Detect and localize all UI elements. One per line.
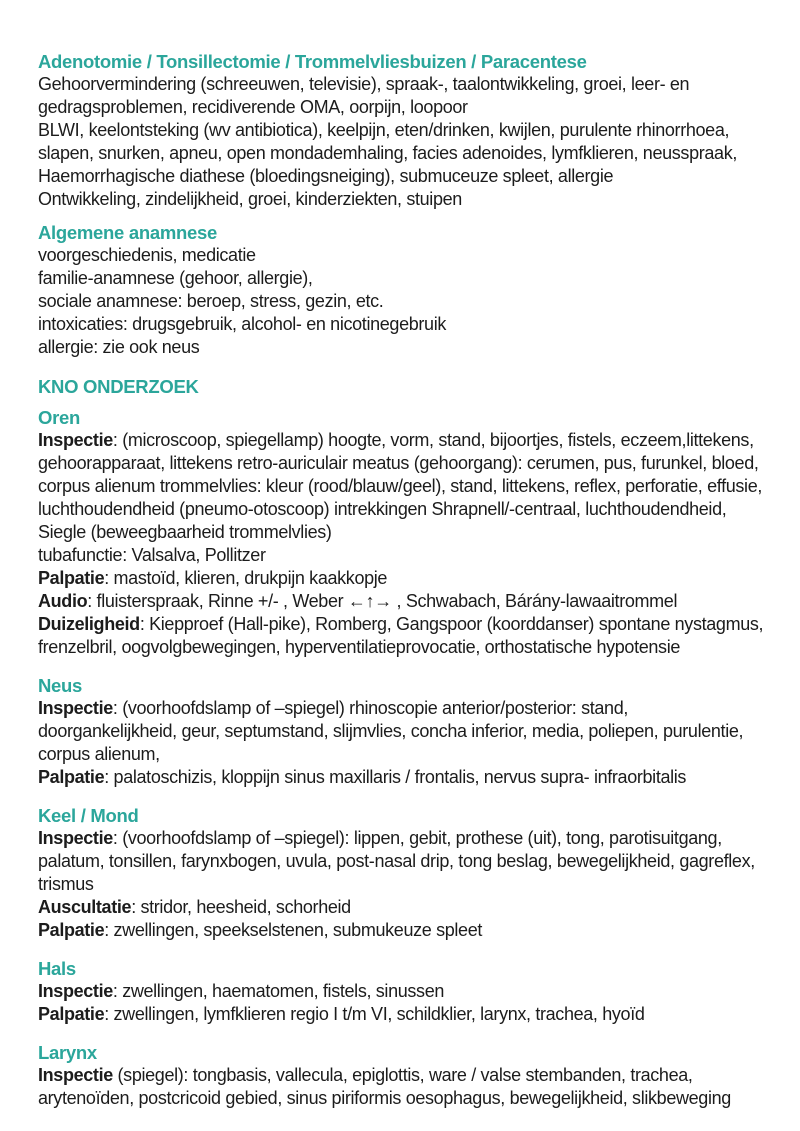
paragraph xyxy=(38,766,766,789)
paragraph xyxy=(38,590,766,613)
paragraph xyxy=(38,567,766,590)
text-run: familie-anamnese (gehoor, allergie), xyxy=(38,268,313,288)
bold-label: Inspectie xyxy=(38,981,113,1001)
paragraph xyxy=(38,980,766,1003)
bold-label: Palpatie xyxy=(38,920,105,940)
text-run: : (voorhoofdslamp of –spiegel) rhinoscopie anterior/posterior: stand, doorgankelijkheid, geur, septumstand, slijmvlies, concha inferior, media, poliepen, purulentie, corpus alienum, xyxy=(38,698,744,764)
paragraph xyxy=(38,544,766,567)
document-content xyxy=(38,50,766,1110)
section-heading-kno-onderzoek: KNO ONDERZOEK xyxy=(38,376,199,397)
paragraph xyxy=(38,267,766,290)
text-run: : zwellingen, speekselstenen, submukeuze spleet xyxy=(104,920,483,940)
paragraph xyxy=(38,1003,766,1026)
text-run: tubafunctie: Valsalva, Pollitzer xyxy=(38,545,266,565)
section-heading-keel-mond: Keel / Mond xyxy=(38,805,139,826)
text-run: : stridor, heesheid, schorheid xyxy=(131,897,351,917)
section-heading-adenotomie: Adenotomie / Tonsillectomie / Trommelvliesbuizen / Paracentese xyxy=(38,51,587,72)
paragraph xyxy=(38,313,766,336)
paragraph xyxy=(38,827,766,896)
bold-label: Inspectie xyxy=(38,1065,113,1085)
text-run: : fluisterspraak, Rinne +/- , Weber ←↑→ , Schwabach, Bárány-lawaaitrommel xyxy=(87,591,678,611)
section-heading-larynx: Larynx xyxy=(38,1042,97,1063)
section-heading-neus: Neus xyxy=(38,675,83,696)
section-kno-onderzoek xyxy=(38,375,766,398)
paragraph xyxy=(38,73,766,119)
paragraph xyxy=(38,290,766,313)
paragraph xyxy=(38,188,766,211)
paragraph xyxy=(38,697,766,766)
paragraph xyxy=(38,613,766,659)
section-heading-hals: Hals xyxy=(38,958,76,979)
text-run: : Kiepproef (Hall-pike), Romberg, Gangspoor (koorddanser) spontane nystagmus, frenzelbril, oogvolgbewegingen, hyperventilatieprovocatie, orthostatische hypotensie xyxy=(38,614,764,657)
bold-label: Palpatie xyxy=(38,767,105,787)
bold-label: Inspectie xyxy=(38,430,113,450)
section-neus xyxy=(38,674,766,789)
bold-label: Palpatie xyxy=(38,1004,105,1024)
text-run: intoxicaties: drugsgebruik, alcohol- en nicotinegebruik xyxy=(38,314,446,334)
text-run: BLWI, keelontsteking (wv antibiotica), keelpijn, eten/drinken, kwijlen, purulente rhinorrhoea, slapen, snurken, apneu, open mondademhaling, facies adenoides, lymfklieren, neusspraak, Haemorrhagische diathese (bloedingsneiging), submuceuze spleet, allergie xyxy=(38,120,738,186)
bold-label: Audio xyxy=(38,591,88,611)
section-larynx xyxy=(38,1041,766,1110)
text-run: voorgeschiedenis, medicatie xyxy=(38,245,256,265)
paragraph xyxy=(38,1064,766,1110)
text-run: : zwellingen, lymfklieren regio I t/m VI, schildklier, larynx, trachea, hyoïd xyxy=(104,1004,645,1024)
paragraph xyxy=(38,919,766,942)
section-adenotomie xyxy=(38,50,766,211)
text-run: (spiegel): tongbasis, vallecula, epiglottis, ware / valse stembanden, trachea, arytenoïden, postcricoid gebied, sinus piriformis oesophagus, bewegelijkheid, slikbeweging xyxy=(38,1065,731,1108)
bold-label: Inspectie xyxy=(38,698,113,718)
text-run: sociale anamnese: beroep, stress, gezin, etc. xyxy=(38,291,384,311)
text-run: : (voorhoofdslamp of –spiegel): lippen, gebit, prothese (uit), tong, parotisuitgang, palatum, tonsillen, farynxbogen, uvula, post-nasal drip, tong beslag, bewegelijkheid, gagreflex, trismus xyxy=(38,828,755,894)
paragraph xyxy=(38,336,766,359)
text-run: Gehoorvermindering (schreeuwen, televisie), spraak-, taalontwikkeling, groei, leer- en gedragsproblemen, recidiverende OMA, oorpijn, loopoor xyxy=(38,74,690,117)
text-run: allergie: zie ook neus xyxy=(38,337,200,357)
text-run: Ontwikkeling, zindelijkheid, groei, kinderziekten, stuipen xyxy=(38,189,462,209)
paragraph xyxy=(38,119,766,188)
paragraph xyxy=(38,244,766,267)
section-algemene-anamnese xyxy=(38,221,766,359)
paragraph xyxy=(38,429,766,544)
section-oren xyxy=(38,406,766,659)
text-run: : (microscoop, spiegellamp) hoogte, vorm, stand, bijoortjes, fistels, eczeem,littekens, gehoorapparaat, littekens retro-auriculair meatus (gehoorgang): cerumen, pus, furunkel, bloed, corpus alienum trommelvlies: kleur (rood/blauw/geel), stand, littekens, reflex, perforatie, effusie, luchthoudendheid (pneumo-otoscoop) intrekkingen Shrapnell/-centraal, luchthoudendheid, Siegle (beweegbaarheid trommelvlies) xyxy=(38,430,763,542)
section-hals xyxy=(38,957,766,1026)
bold-label: Palpatie xyxy=(38,568,105,588)
section-heading-oren: Oren xyxy=(38,407,80,428)
text-run: : palatoschizis, kloppijn sinus maxillaris / frontalis, nervus supra- infraorbitalis xyxy=(104,767,687,787)
section-heading-algemene-anamnese: Algemene anamnese xyxy=(38,222,217,243)
text-run: : mastoïd, klieren, drukpijn kaakkopje xyxy=(104,568,388,588)
section-keel-mond xyxy=(38,804,766,942)
bold-label: Auscultatie xyxy=(38,897,132,917)
paragraph xyxy=(38,896,766,919)
bold-label: Inspectie xyxy=(38,828,113,848)
text-run: : zwellingen, haematomen, fistels, sinussen xyxy=(112,981,445,1001)
bold-label: Duizeligheid xyxy=(38,614,140,634)
